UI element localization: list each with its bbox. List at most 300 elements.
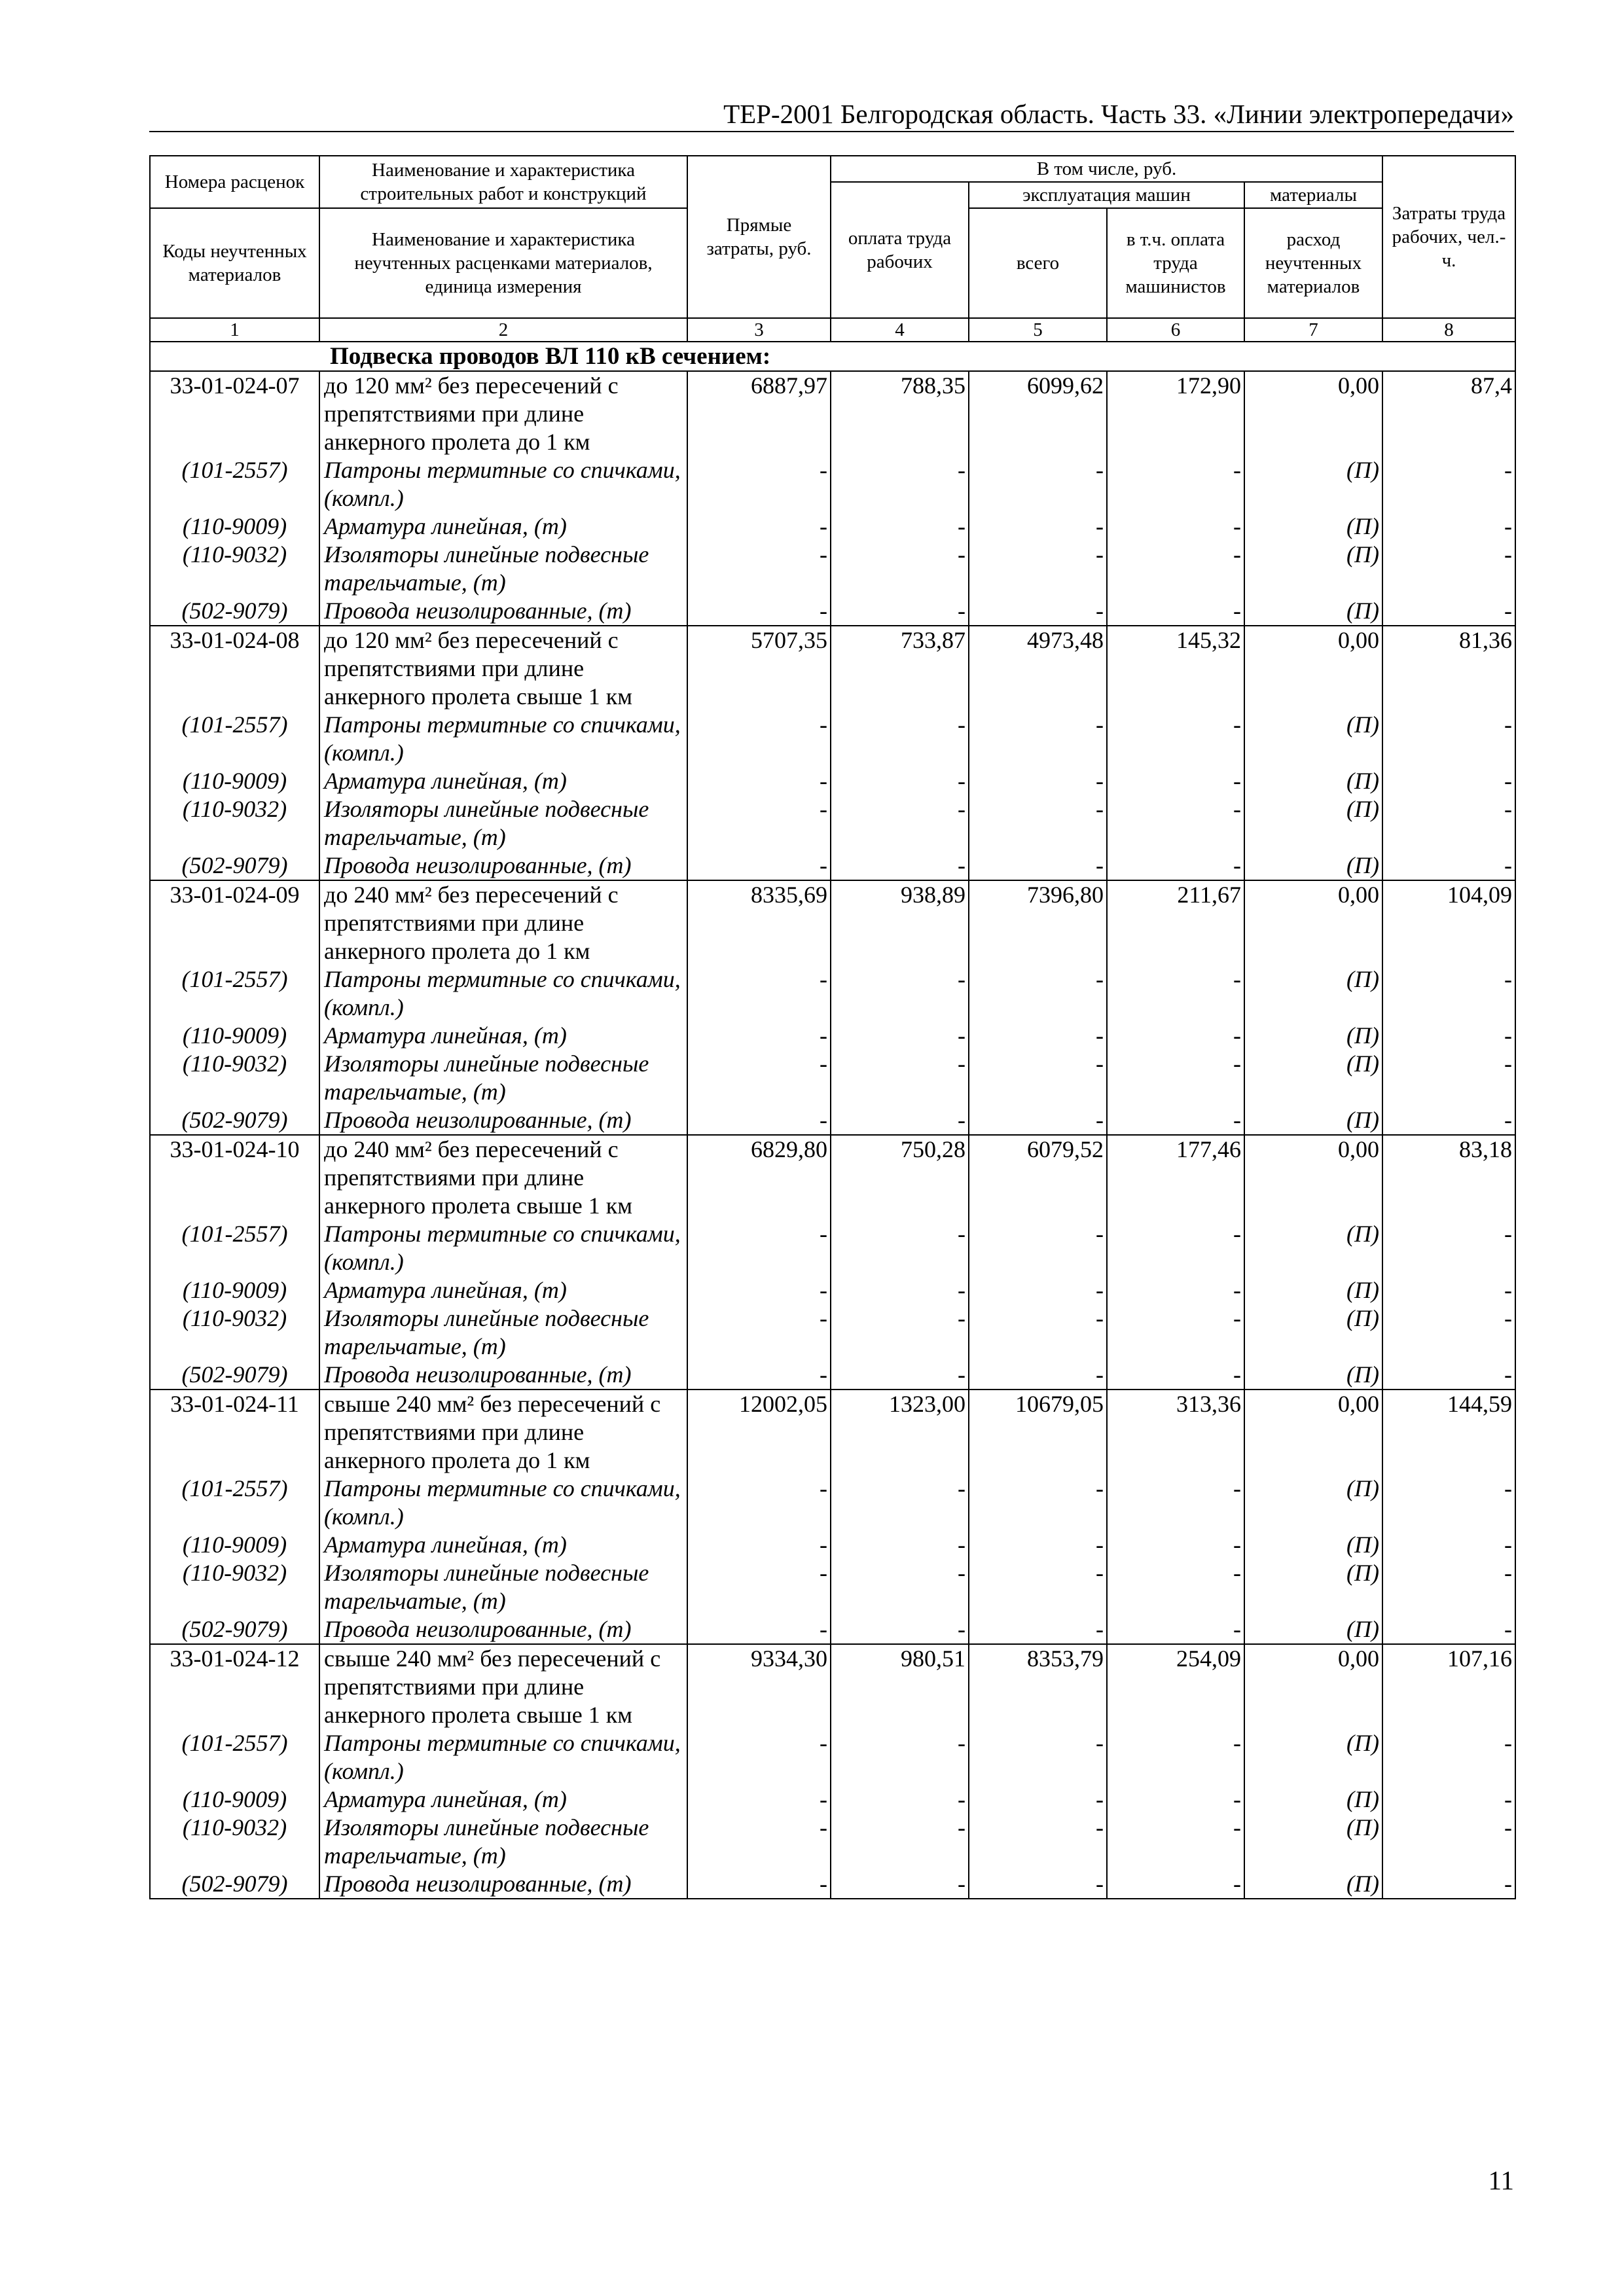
machinists-cost-cell: 172,90 [1107, 371, 1244, 456]
material-flag: (П) [1244, 852, 1382, 880]
dash-cell: - [687, 1559, 831, 1615]
rate-row [150, 1390, 1515, 1475]
rate-code: 33-01-024-12 [150, 1644, 319, 1729]
dash-cell: - [1382, 1050, 1515, 1106]
dash-cell: - [687, 456, 831, 512]
machines-cost-cell: 6079,52 [969, 1135, 1107, 1220]
col3-header: Прямые затраты, руб. [687, 156, 831, 318]
dash-cell: - [831, 852, 969, 880]
material-row [150, 1475, 1515, 1531]
material-flag: (П) [1244, 541, 1382, 597]
machinists-cost-cell: 177,46 [1107, 1135, 1244, 1220]
material-name: Изоляторы линейные подвесные тарельчатые, (т) [319, 1304, 687, 1361]
dash-cell: - [1107, 541, 1244, 597]
dash-cell: - [831, 597, 969, 626]
material-name: Провода неизолированные, (т) [319, 1870, 687, 1899]
material-flag: (П) [1244, 1220, 1382, 1276]
machinists-cost-cell: 313,36 [1107, 1390, 1244, 1475]
machinists-cost-cell: 254,09 [1107, 1644, 1244, 1729]
running-header: ТЕР-2001 Белгородская область. Часть 33. «Линии электропередачи» [723, 99, 1514, 129]
dash-cell: - [831, 1785, 969, 1814]
dash-cell: - [831, 1531, 969, 1559]
material-code: (110-9032) [150, 1304, 319, 1361]
rate-name [319, 371, 687, 456]
dash-cell: - [1107, 512, 1244, 541]
machines-cost-cell: 6099,62 [969, 371, 1107, 456]
dash-cell: - [1107, 795, 1244, 852]
material-flag: (П) [1244, 1870, 1382, 1899]
dash-cell: - [969, 1361, 1107, 1390]
material-name: Арматура линейная, (т) [319, 1785, 687, 1814]
rate-description: свыше 240 мм² без пересечений с препятствиями при длине анкерного пролета свыше 1 км [324, 1645, 661, 1728]
col1-top-header: Номера расценок [150, 156, 319, 208]
materials-cost-cell: 0,00 [1244, 880, 1382, 965]
machines-cost-cell: 10679,05 [969, 1390, 1107, 1475]
material-row [150, 767, 1515, 795]
rate-row [150, 880, 1515, 965]
col8-header: Затраты труда рабочих, чел.-ч. [1382, 156, 1515, 318]
material-row [150, 1559, 1515, 1615]
dash-cell: - [1382, 1304, 1515, 1361]
direct-cost-cell: 9334,30 [687, 1644, 831, 1729]
dash-cell: - [1382, 1615, 1515, 1644]
material-flag: (П) [1244, 1615, 1382, 1644]
material-name: Арматура линейная, (т) [319, 767, 687, 795]
dash-cell: - [1382, 456, 1515, 512]
material-flag: (П) [1244, 1531, 1382, 1559]
material-row [150, 597, 1515, 626]
material-row [150, 1361, 1515, 1390]
column-number: 3 [687, 318, 831, 342]
materials-cost-cell: 0,00 [1244, 1135, 1382, 1220]
dash-cell: - [1107, 1814, 1244, 1870]
materials-cost-cell: 0,00 [1244, 371, 1382, 456]
col4-header: оплата труда рабочих [831, 182, 969, 318]
dash-cell: - [1107, 1361, 1244, 1390]
material-row [150, 795, 1515, 852]
material-name: Изоляторы линейные подвесные тарельчатые, (т) [319, 1559, 687, 1615]
dash-cell: - [831, 1050, 969, 1106]
material-code: (101-2557) [150, 1729, 319, 1785]
dash-cell: - [831, 1814, 969, 1870]
dash-cell: - [1382, 1785, 1515, 1814]
rates-table [149, 155, 1516, 1899]
material-name: Провода неизолированные, (т) [319, 1361, 687, 1390]
dash-cell: - [1382, 1276, 1515, 1304]
labor-hours-cell: 81,36 [1382, 626, 1515, 711]
dash-cell: - [1382, 1106, 1515, 1135]
machines-group-header: эксплуатация машин [969, 182, 1244, 208]
dash-cell: - [969, 1870, 1107, 1899]
labor-cost-cell: 980,51 [831, 1644, 969, 1729]
dash-cell: - [1107, 1729, 1244, 1785]
dash-cell: - [1382, 711, 1515, 767]
material-row [150, 1870, 1515, 1899]
material-flag: (П) [1244, 1022, 1382, 1050]
material-flag: (П) [1244, 711, 1382, 767]
material-code: (110-9032) [150, 795, 319, 852]
dash-cell: - [1382, 1220, 1515, 1276]
labor-cost-cell: 1323,00 [831, 1390, 969, 1475]
dash-cell: - [1382, 512, 1515, 541]
rate-code: 33-01-024-09 [150, 880, 319, 965]
rate-description: свыше 240 мм² без пересечений с препятствиями при длине анкерного пролета до 1 км [324, 1391, 661, 1473]
dash-cell: - [831, 512, 969, 541]
materials-cost-cell: 0,00 [1244, 1644, 1382, 1729]
dash-cell: - [969, 1729, 1107, 1785]
material-code: (101-2557) [150, 1475, 319, 1531]
dash-cell: - [969, 1559, 1107, 1615]
material-name: Провода неизолированные, (т) [319, 1106, 687, 1135]
dash-cell: - [1382, 1022, 1515, 1050]
material-code: (110-9009) [150, 1785, 319, 1814]
material-code: (110-9032) [150, 1050, 319, 1106]
dash-cell: - [1107, 1531, 1244, 1559]
dash-cell: - [1107, 1870, 1244, 1899]
dash-cell: - [831, 767, 969, 795]
materials-group-header: материалы [1244, 182, 1382, 208]
dash-cell: - [831, 1475, 969, 1531]
materials-cost-cell: 0,00 [1244, 626, 1382, 711]
dash-cell: - [969, 456, 1107, 512]
dash-cell: - [969, 1304, 1107, 1361]
material-row [150, 456, 1515, 512]
dash-cell: - [831, 1276, 969, 1304]
dash-cell: - [687, 1361, 831, 1390]
dash-cell: - [687, 1220, 831, 1276]
rate-row [150, 371, 1515, 456]
dash-cell: - [1382, 1814, 1515, 1870]
material-name: Патроны термитные со спичками, (компл.) [319, 1220, 687, 1276]
dash-cell: - [687, 541, 831, 597]
material-code: (101-2557) [150, 711, 319, 767]
material-flag: (П) [1244, 1050, 1382, 1106]
col2-top-header: Наименование и характеристика строительных работ и конструкций [319, 156, 687, 208]
labor-cost-cell: 938,89 [831, 880, 969, 965]
dash-cell: - [969, 1475, 1107, 1531]
dash-cell: - [1382, 852, 1515, 880]
material-flag: (П) [1244, 965, 1382, 1022]
material-row [150, 1615, 1515, 1644]
dash-cell: - [687, 1729, 831, 1785]
material-flag: (П) [1244, 1814, 1382, 1870]
material-flag: (П) [1244, 795, 1382, 852]
dash-cell: - [687, 1531, 831, 1559]
dash-cell: - [831, 1106, 969, 1135]
dash-cell: - [969, 767, 1107, 795]
material-row [150, 1531, 1515, 1559]
material-row [150, 1814, 1515, 1870]
dash-cell: - [969, 541, 1107, 597]
dash-cell: - [1382, 597, 1515, 626]
dash-cell: - [969, 1531, 1107, 1559]
dash-cell: - [1382, 1531, 1515, 1559]
material-row [150, 711, 1515, 767]
dash-cell: - [687, 1050, 831, 1106]
labor-hours-cell: 107,16 [1382, 1644, 1515, 1729]
material-code: (110-9032) [150, 1559, 319, 1615]
material-name: Изоляторы линейные подвесные тарельчатые, (т) [319, 1050, 687, 1106]
dash-cell: - [687, 1304, 831, 1361]
material-name: Арматура линейная, (т) [319, 1022, 687, 1050]
dash-cell: - [687, 767, 831, 795]
labor-cost-cell: 733,87 [831, 626, 969, 711]
column-number: 5 [969, 318, 1107, 342]
material-code: (502-9079) [150, 1361, 319, 1390]
material-flag: (П) [1244, 1559, 1382, 1615]
material-flag: (П) [1244, 1475, 1382, 1531]
col2-bottom-header: Наименование и характеристика неучтенных расценками материалов, единица измерения [319, 208, 687, 318]
col6-header: в т.ч. оплата труда машинистов [1107, 208, 1244, 318]
dash-cell: - [1382, 1361, 1515, 1390]
dash-cell: - [969, 1106, 1107, 1135]
dash-cell: - [687, 1785, 831, 1814]
dash-cell: - [831, 711, 969, 767]
dash-cell: - [1107, 711, 1244, 767]
dash-cell: - [1382, 965, 1515, 1022]
material-name: Изоляторы линейные подвесные тарельчатые, (т) [319, 795, 687, 852]
labor-hours-cell: 104,09 [1382, 880, 1515, 965]
labor-hours-cell: 87,4 [1382, 371, 1515, 456]
page-number: 11 [1488, 2165, 1514, 2195]
material-flag: (П) [1244, 767, 1382, 795]
dash-cell: - [1107, 1050, 1244, 1106]
dash-cell: - [687, 1276, 831, 1304]
dash-cell: - [831, 1220, 969, 1276]
rate-code: 33-01-024-07 [150, 371, 319, 456]
direct-cost-cell: 6887,97 [687, 371, 831, 456]
dash-cell: - [1382, 1475, 1515, 1531]
material-row [150, 1276, 1515, 1304]
dash-cell: - [687, 1106, 831, 1135]
dash-cell: - [969, 512, 1107, 541]
rate-description: до 240 мм² без пересечений с препятствиями при длине анкерного пролета до 1 км [324, 882, 619, 964]
dash-cell: - [1107, 1785, 1244, 1814]
material-row [150, 1022, 1515, 1050]
rate-description: до 120 мм² без пересечений с препятствиями при длине анкерного пролета до 1 км [324, 372, 619, 455]
column-number: 4 [831, 318, 969, 342]
column-number: 1 [150, 318, 319, 342]
dash-cell: - [687, 711, 831, 767]
dash-cell: - [1382, 795, 1515, 852]
material-row [150, 852, 1515, 880]
material-code: (101-2557) [150, 1220, 319, 1276]
dash-cell: - [831, 541, 969, 597]
material-name: Патроны термитные со спичками, (компл.) [319, 965, 687, 1022]
dash-cell: - [969, 597, 1107, 626]
section-title: Подвеска проводов ВЛ 110 кВ сечением: [330, 343, 771, 370]
rate-name [319, 1135, 687, 1220]
dash-cell: - [831, 1304, 969, 1361]
dash-cell: - [1107, 1615, 1244, 1644]
dash-cell: - [831, 795, 969, 852]
material-name: Провода неизолированные, (т) [319, 852, 687, 880]
rate-code: 33-01-024-10 [150, 1135, 319, 1220]
material-flag: (П) [1244, 1276, 1382, 1304]
dash-cell: - [1382, 1870, 1515, 1899]
rate-description: до 240 мм² без пересечений с препятствиями при длине анкерного пролета свыше 1 км [324, 1136, 632, 1219]
material-code: (101-2557) [150, 456, 319, 512]
dash-cell: - [1107, 1304, 1244, 1361]
col5-header: всего [969, 208, 1107, 318]
labor-hours-cell: 83,18 [1382, 1135, 1515, 1220]
dash-cell: - [969, 852, 1107, 880]
machinists-cost-cell: 145,32 [1107, 626, 1244, 711]
dash-cell: - [831, 1559, 969, 1615]
labor-cost-cell: 750,28 [831, 1135, 969, 1220]
dash-cell: - [831, 1361, 969, 1390]
dash-cell: - [687, 795, 831, 852]
dash-cell: - [687, 1870, 831, 1899]
material-flag: (П) [1244, 597, 1382, 626]
material-name: Провода неизолированные, (т) [319, 1615, 687, 1644]
column-number: 8 [1382, 318, 1515, 342]
material-row [150, 1304, 1515, 1361]
dash-cell: - [1107, 456, 1244, 512]
material-name: Патроны термитные со спичками, (компл.) [319, 456, 687, 512]
rate-description: до 120 мм² без пересечений с препятствиями при длине анкерного пролета свыше 1 км [324, 627, 632, 709]
dash-cell: - [969, 1050, 1107, 1106]
material-code: (110-9009) [150, 1022, 319, 1050]
dash-cell: - [831, 456, 969, 512]
material-code: (110-9032) [150, 541, 319, 597]
dash-cell: - [1107, 597, 1244, 626]
column-numbers-row [150, 318, 1515, 342]
dash-cell: - [831, 1022, 969, 1050]
dash-cell: - [969, 711, 1107, 767]
rate-name [319, 626, 687, 711]
material-row [150, 512, 1515, 541]
material-row [150, 965, 1515, 1022]
material-name: Арматура линейная, (т) [319, 1276, 687, 1304]
dash-cell: - [969, 1785, 1107, 1814]
dash-cell: - [1382, 541, 1515, 597]
material-code: (101-2557) [150, 965, 319, 1022]
material-name: Патроны термитные со спичками, (компл.) [319, 1475, 687, 1531]
rate-name [319, 880, 687, 965]
dash-cell: - [1107, 965, 1244, 1022]
material-flag: (П) [1244, 512, 1382, 541]
dash-cell: - [1382, 1559, 1515, 1615]
dash-cell: - [831, 1729, 969, 1785]
material-row [150, 1785, 1515, 1814]
dash-cell: - [687, 1814, 831, 1870]
material-name: Изоляторы линейные подвесные тарельчатые, (т) [319, 541, 687, 597]
column-number: 7 [1244, 318, 1382, 342]
material-flag: (П) [1244, 1785, 1382, 1814]
material-code: (110-9009) [150, 767, 319, 795]
material-row [150, 1220, 1515, 1276]
dash-cell: - [969, 1022, 1107, 1050]
rate-name [319, 1644, 687, 1729]
material-code: (110-9009) [150, 1276, 319, 1304]
dash-cell: - [969, 795, 1107, 852]
rate-row [150, 1135, 1515, 1220]
dash-cell: - [969, 965, 1107, 1022]
dash-cell: - [687, 597, 831, 626]
labor-cost-cell: 788,35 [831, 371, 969, 456]
material-code: (502-9079) [150, 1615, 319, 1644]
material-flag: (П) [1244, 1106, 1382, 1135]
table-body [150, 371, 1515, 1899]
dash-cell: - [969, 1220, 1107, 1276]
dash-cell: - [1382, 767, 1515, 795]
material-code: (110-9009) [150, 1531, 319, 1559]
dash-cell: - [831, 965, 969, 1022]
material-name: Арматура линейная, (т) [319, 1531, 687, 1559]
labor-hours-cell: 144,59 [1382, 1390, 1515, 1475]
material-flag: (П) [1244, 1361, 1382, 1390]
material-flag: (П) [1244, 1729, 1382, 1785]
material-name: Патроны термитные со спичками, (компл.) [319, 711, 687, 767]
column-number: 2 [319, 318, 687, 342]
rate-code: 33-01-024-08 [150, 626, 319, 711]
dash-cell: - [1107, 1220, 1244, 1276]
header-rule [149, 131, 1514, 132]
material-code: (502-9079) [150, 597, 319, 626]
section-title-row [150, 342, 1515, 371]
including-group-header: В том числе, руб. [831, 156, 1382, 182]
material-code: (502-9079) [150, 1106, 319, 1135]
dash-cell: - [687, 1615, 831, 1644]
dash-cell: - [1382, 1729, 1515, 1785]
material-code: (502-9079) [150, 852, 319, 880]
machines-cost-cell: 4973,48 [969, 626, 1107, 711]
material-row [150, 541, 1515, 597]
dash-cell: - [1107, 1022, 1244, 1050]
material-row [150, 1106, 1515, 1135]
dash-cell: - [687, 1475, 831, 1531]
dash-cell: - [969, 1814, 1107, 1870]
dash-cell: - [687, 965, 831, 1022]
material-code: (110-9032) [150, 1814, 319, 1870]
dash-cell: - [687, 852, 831, 880]
dash-cell: - [1107, 767, 1244, 795]
material-flag: (П) [1244, 456, 1382, 512]
rate-row [150, 1644, 1515, 1729]
col7-header: расход неучтенных материалов [1244, 208, 1382, 318]
rate-row [150, 626, 1515, 711]
material-name: Патроны термитные со спичками, (компл.) [319, 1729, 687, 1785]
rate-name [319, 1390, 687, 1475]
table-head [150, 156, 1515, 371]
dash-cell: - [831, 1870, 969, 1899]
machines-cost-cell: 7396,80 [969, 880, 1107, 965]
column-number: 6 [1107, 318, 1244, 342]
dash-cell: - [969, 1615, 1107, 1644]
dash-cell: - [1107, 1475, 1244, 1531]
materials-cost-cell: 0,00 [1244, 1390, 1382, 1475]
material-code: (110-9009) [150, 512, 319, 541]
machinists-cost-cell: 211,67 [1107, 880, 1244, 965]
dash-cell: - [969, 1276, 1107, 1304]
dash-cell: - [1107, 1276, 1244, 1304]
direct-cost-cell: 8335,69 [687, 880, 831, 965]
material-name: Изоляторы линейные подвесные тарельчатые, (т) [319, 1814, 687, 1870]
dash-cell: - [1107, 1559, 1244, 1615]
dash-cell: - [687, 1022, 831, 1050]
dash-cell: - [831, 1615, 969, 1644]
direct-cost-cell: 12002,05 [687, 1390, 831, 1475]
direct-cost-cell: 6829,80 [687, 1135, 831, 1220]
machines-cost-cell: 8353,79 [969, 1644, 1107, 1729]
material-name: Провода неизолированные, (т) [319, 597, 687, 626]
material-code: (502-9079) [150, 1870, 319, 1899]
material-flag: (П) [1244, 1304, 1382, 1361]
material-row [150, 1729, 1515, 1785]
rate-code: 33-01-024-11 [150, 1390, 319, 1475]
dash-cell: - [1107, 1106, 1244, 1135]
